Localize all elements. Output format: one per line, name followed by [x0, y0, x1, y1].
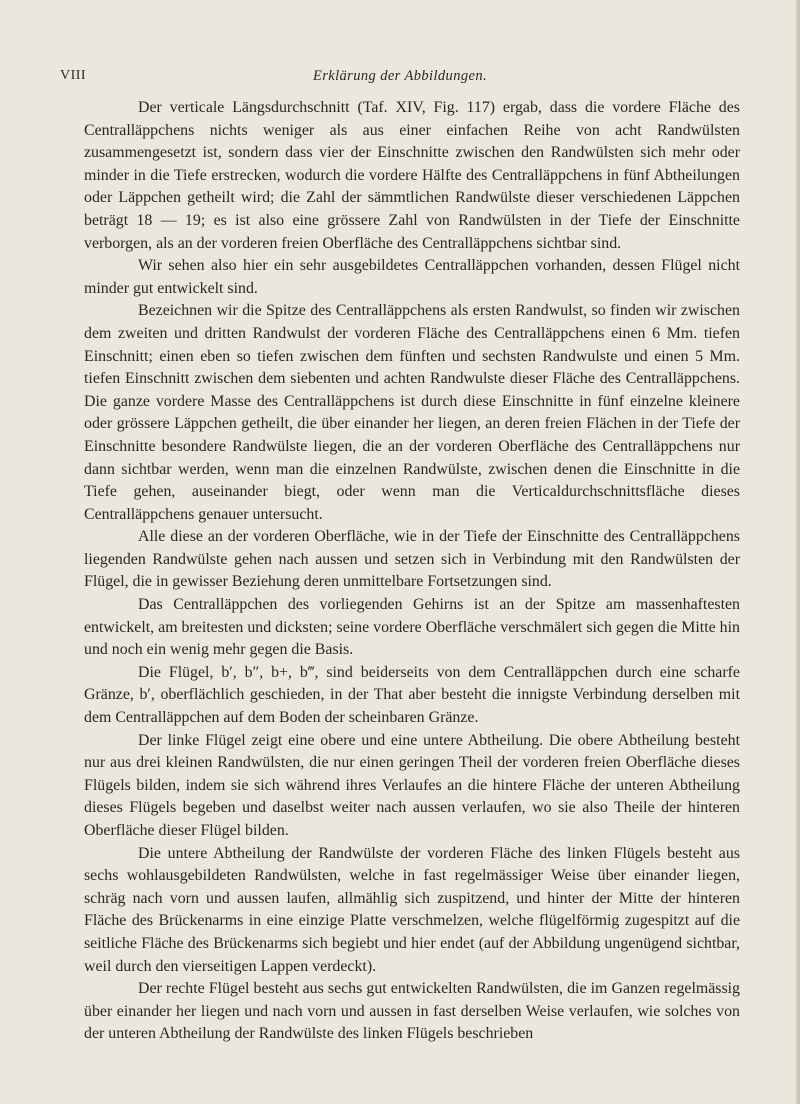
paragraph-6: Die Flügel, b′, b″, b+, b‴, sind beiderseits von dem Centralläppchen durch eine scharfe Gränze, b′, oberflächlich geschieden, in der That aber besteht die innigste Verbindung derselben mit dem Centralläppchen auf dem Boden der scheinbaren Gränze.	[84, 663, 740, 727]
paragraph-3: Bezeichnen wir die Spitze des Centralläppchens als ersten Randwulst, so finden wir zwischen dem zweiten und dritten Randwulst der vorderen Fläche des Centralläppchens einen 6 Mm. tiefen Einschnitt; einen eben so tiefen zwischen dem fünften und sechsten Randwulste und einen 5 Mm. tiefen Einschnitt zwischen dem siebenten und achten Randwulste dieser Fläche des Centralläppchens. Die ganze vordere Masse des Centralläppchens ist durch diese Einschnitte in fünf einzelne kleinere oder grössere Läppchen getheilt, die über einander her liegen, an deren freien Flächen in der Tiefe der Einschnitte besondere Randwülste liegen, die an der vorderen Oberfläche des Centralläppchens nur dann sichtbar werden, wenn man die einzelnen Randwülste, zwischen denen die Einschnitte in die Tiefe gehen, auseinander biegt, oder wenn man die Verticaldurchschnittsfläche dieses Centralläppchens genauer untersucht.	[84, 302, 740, 523]
paragraph-1: Der verticale Längsdurchschnitt (Taf. XIV, Fig. 117) ergab, dass die vordere Fläche des Centralläppchens nichts weniger als aus einer einfachen Reihe von acht Randwülsten zusammengesetzt ist, sondern dass vier der Einschnitte zwischen den Randwülsten sich mehr oder minder in die Tiefe erstrecken, wodurch die vordere Hälfte des Centralläppchens in fünf Abtheilungen oder Läppchen getheilt wird; die Zahl der sämmtlichen Randwülste dieser verschiedenen Läppchen beträgt 18 — 19; es ist also eine grössere Zahl von Randwülsten in der Tiefe der Einschnitte verborgen, als an der vorderen freien Oberfläche des Centralläppchens sichtbar sind.	[84, 99, 740, 252]
paragraph-2: Wir sehen also hier ein sehr ausgebildetes Centralläppchen vorhanden, dessen Flügel nicht minder gut entwickelt sind.	[84, 257, 740, 297]
body-text	[84, 97, 740, 1046]
page-edge	[796, 0, 800, 1104]
paragraph-5: Das Centralläppchen des vorliegenden Gehirns ist an der Spitze am massenhaftesten entwickelt, am breitesten und dicksten; seine vordere Oberfläche verschmälert sich gegen die Mitte hin und noch ein wenig mehr gegen die Basis.	[84, 596, 740, 659]
paragraph-9: Der rechte Flügel besteht aus sechs gut entwickelten Randwülsten, die im Ganzen regelmässig über einander her liegen und nach vorn und aussen in fast derselben Weise verlaufen, wie solches von der unteren Abtheilung der Randwülste des linken Flügels beschrieben	[84, 980, 740, 1043]
paragraph-8: Die untere Abtheilung der Randwülste der vorderen Fläche des linken Flügels besteht aus sechs wohlausgebildeten Randwülsten, welche in fast regelmässiger Weise über einander liegen, schräg nach vorn und aussen laufen, allmählig sich zuspitzend, und hinter der Mitte der hinteren Fläche des Brückenarms in eine einzige Platte verschmelzen, welche flügelförmig zugespitzt auf die seitliche Fläche des Brückenarms sich begiebt und hier endet (auf der Abbildung ungenügend sichtbar, weil durch den vierseitigen Lappen verdeckt).	[84, 844, 740, 975]
paragraph-4: Alle diese an der vorderen Oberfläche, wie in der Tiefe der Einschnitte des Centralläppchens liegenden Randwülste gehen nach aussen und setzen sich in Verbindung mit den Randwülsten der Flügel, die in gewisser Beziehung deren unmittelbare Fortsetzungen sind.	[84, 528, 740, 591]
page-header	[60, 68, 740, 88]
page-number: VIII	[60, 68, 87, 83]
paragraph-7: Der linke Flügel zeigt eine obere und eine untere Abtheilung. Die obere Abtheilung besteht nur aus drei kleinen Randwülsten, die nur einen geringen Theil der vorderen freien Oberfläche dieses Flügels bilden, indem sie sich während ihres Verlaufes an die hintere Fläche der unteren Abtheilung dieses Flügels begeben und daselbst weiter nach aussen verlaufen, wo sie also Theile der hinteren Oberfläche dieser Flügel bilden.	[84, 731, 740, 839]
running-title: Erklärung der Abbildungen.	[312, 68, 488, 84]
